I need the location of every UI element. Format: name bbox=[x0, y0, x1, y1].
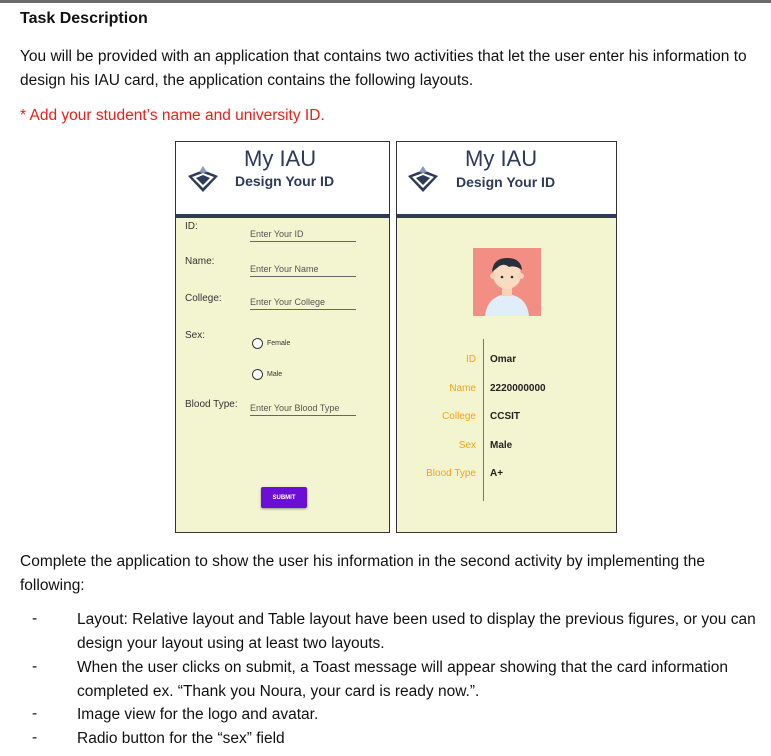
list-item: Layout: Relative layout and Table layout have been used to display the previous figures, or you can design your layout using at least two layouts. bbox=[77, 611, 756, 652]
app-subtitle: Design Your ID bbox=[235, 173, 335, 189]
name-input[interactable]: Enter Your Name bbox=[250, 264, 356, 277]
iau-logo-icon bbox=[186, 164, 220, 194]
card-value-college: CCSIT bbox=[490, 411, 520, 422]
blood-type-input[interactable]: Enter Your Blood Type bbox=[250, 403, 356, 416]
sex-label: Sex: bbox=[185, 330, 206, 341]
page-title: Task Description bbox=[20, 10, 148, 27]
id-input[interactable]: Enter Your ID bbox=[250, 229, 356, 242]
intro-paragraph: You will be provided with an application that contains two activities that let the user enter his information to design his IAU card, the application contains the following layouts. bbox=[20, 48, 747, 89]
male-radio[interactable] bbox=[252, 369, 282, 380]
card-key-college: College bbox=[442, 411, 476, 422]
card-key-name: Name bbox=[449, 383, 476, 394]
list-item: When the user clicks on submit, a Toast message will appear showing that the card information completed ex. “Thank you Noura, your card is ready now.”. bbox=[77, 659, 729, 700]
submit-button[interactable]: SUBMIT bbox=[261, 487, 307, 508]
app-subtitle: Design Your ID bbox=[456, 174, 556, 190]
card-activity-screenshot bbox=[396, 141, 617, 533]
avatar bbox=[473, 248, 541, 316]
card-value-sex: Male bbox=[490, 440, 513, 451]
iau-logo-icon bbox=[406, 164, 440, 194]
male-radio-label: Male bbox=[267, 371, 283, 378]
list-bullet: - bbox=[32, 610, 38, 627]
female-radio[interactable] bbox=[252, 338, 290, 349]
blood-type-label: Blood Type: bbox=[185, 399, 238, 410]
list-item: Radio button for the “sex” field bbox=[77, 730, 285, 747]
app-title: My IAU bbox=[244, 146, 317, 171]
top-rule bbox=[0, 0, 771, 3]
card-value-name: 2220000000 bbox=[490, 383, 546, 394]
app-title: My IAU bbox=[465, 146, 538, 171]
card-key-blood-type: Blood Type bbox=[426, 468, 476, 479]
college-input[interactable]: Enter Your College bbox=[250, 297, 356, 310]
card-key-id: ID bbox=[466, 354, 476, 365]
list-bullet: - bbox=[32, 729, 38, 746]
radio-circle-icon bbox=[252, 338, 263, 349]
card-key-sex: Sex bbox=[458, 440, 476, 451]
app-header bbox=[176, 142, 389, 218]
instructions-paragraph: Complete the application to show the user his information in the second activity by implementing the following: bbox=[20, 553, 705, 594]
note-text: * Add your student’s name and university ID. bbox=[20, 107, 325, 124]
female-radio-label: Female bbox=[267, 340, 291, 347]
list-bullet: - bbox=[32, 658, 38, 675]
radio-circle-icon bbox=[252, 369, 263, 380]
form-activity-screenshot bbox=[175, 141, 390, 533]
list-item: Image view for the logo and avatar. bbox=[77, 706, 319, 723]
app-header bbox=[397, 142, 616, 218]
table-divider bbox=[483, 339, 484, 501]
id-label: ID: bbox=[185, 221, 198, 232]
name-label: Name: bbox=[185, 256, 215, 267]
college-label: College: bbox=[185, 293, 222, 304]
card-value-id: Omar bbox=[490, 354, 517, 365]
boy-avatar-icon bbox=[473, 248, 541, 316]
card-value-blood-type: A+ bbox=[490, 468, 504, 479]
list-bullet: - bbox=[32, 705, 38, 722]
